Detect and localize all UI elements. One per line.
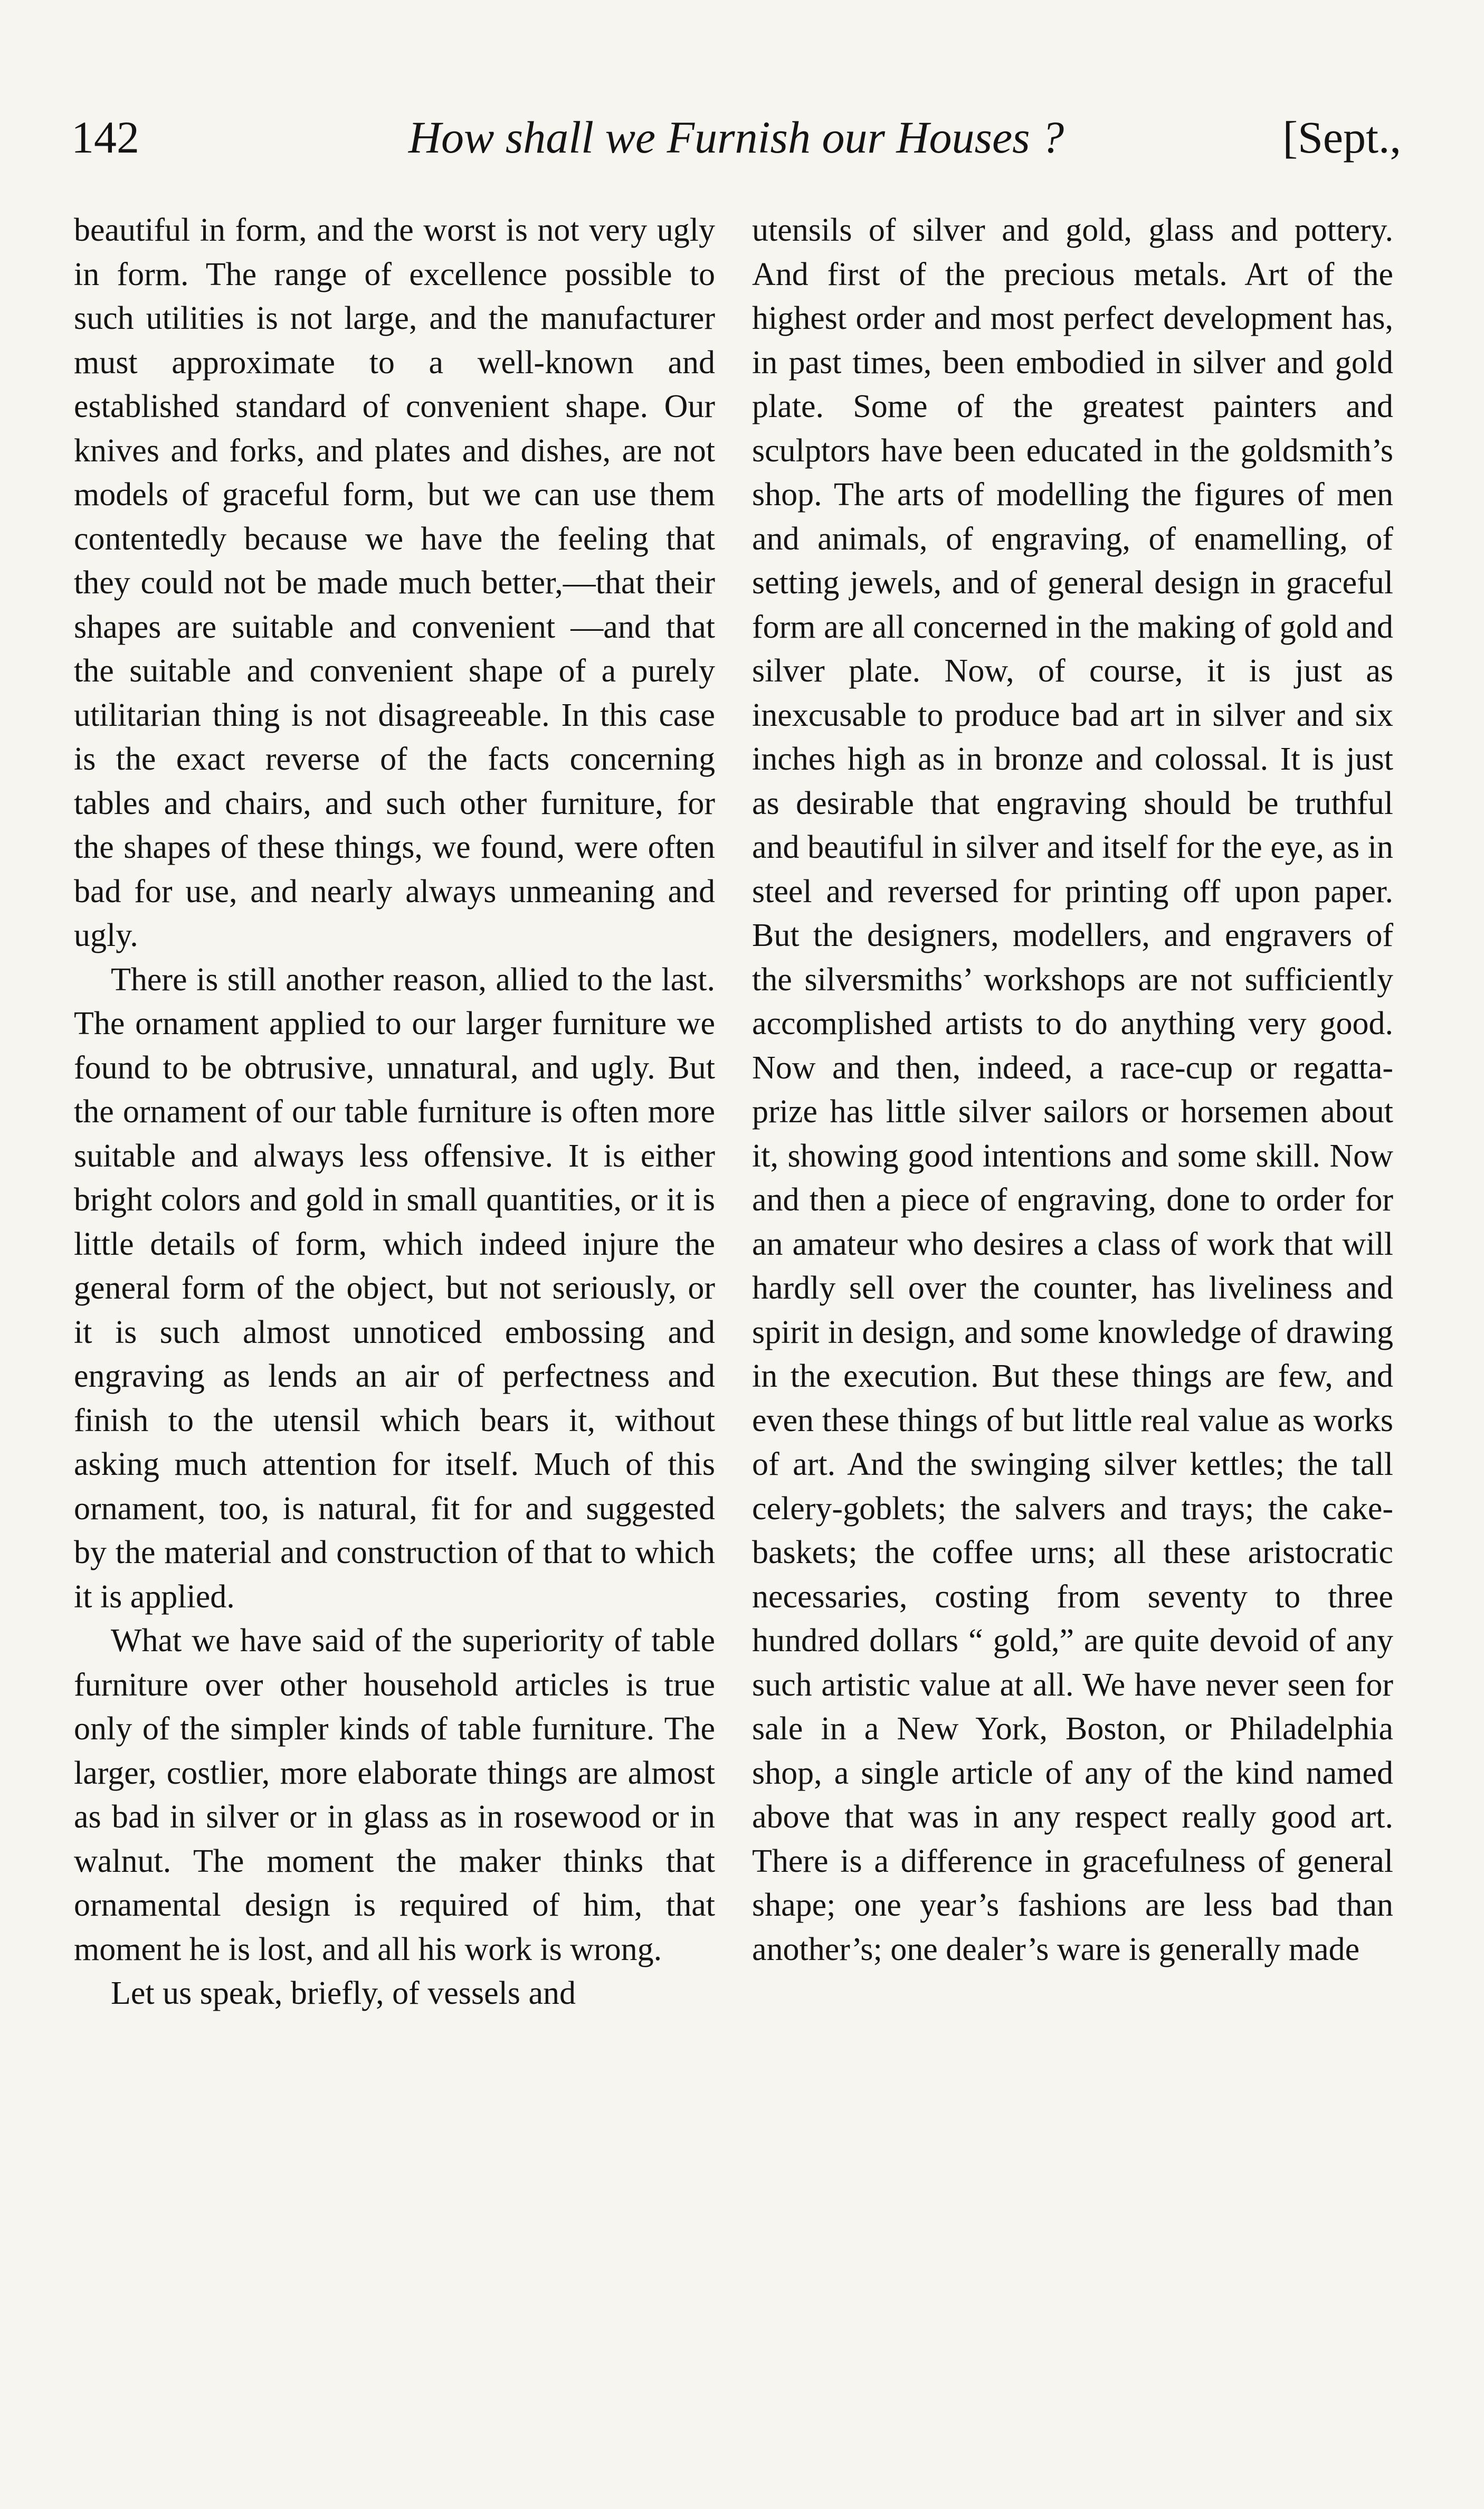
right-column bbox=[752, 209, 1393, 1972]
paragraph: utensils of silver and gold, glass and pottery. And first of the precious metals. Art of the highest order and most perfect development has, in past times, been embodied in silver and gold plate. Some of the greatest painters and sculptors have been educated in the goldsmith’s shop. The arts of modelling the figures of men and animals, of engraving, of enamelling, of setting jewels, and of general design in graceful form are all concerned in the making of gold and silver plate. Now, of course, it is just as inexcusable to produce bad art in silver and six inches high as in bronze and colossal. It is just as desirable that engraving should be truthful and beautiful in silver and itself for the eye, as in steel and reversed for printing off upon paper. But the designers, modellers, and engravers of the silversmiths’ workshops are not sufficiently accomplished artists to do anything very good. Now and then, indeed, a race-cup or regatta-prize has little silver sailors or horsemen about it, showing good intentions and some skill. Now and then a piece of engraving, done to order for an amateur who desires a class of work that will hardly sell over the counter, has liveliness and spirit in design, and some knowledge of drawing in the execution. But these things are few, and even these things of but little real value as works of art. And the swinging silver kettles; the tall celery-goblets; the salvers and trays; the cake-baskets; the coffee urns; all these aristocratic necessaries, costing from seventy to three hundred dollars “ gold,” are quite devoid of any such artistic value at all. We have never seen for sale in a New York, Boston, or Philadelphia shop, a single article of any of the kind named above that was in any respect really good art. There is a difference in gracefulness of general shape; one year’s fashions are less bad than another’s; one dealer’s ware is generally made bbox=[752, 212, 1393, 1967]
paragraph: beautiful in form, and the worst is not very ugly in form. The range of excellence possible to such utilities is not large, and the manufacturer must approximate to a well-known and established standard of convenient shape. Our knives and forks, and plates and dishes, are not models of graceful form, but we can use them contentedly because we have the feeling that they could not be made much better,—that their shapes are suitable and convenient —and that the suitable and convenient shape of a purely utilitarian thing is not disagreeable. In this case is the exact reverse of the facts concerning tables and chairs, and such other furniture, for the shapes of these things, we found, were often bad for use, and nearly always unmeaning and ugly. bbox=[74, 212, 715, 953]
paragraph: There is still another reason, allied to the last. The ornament applied to our larger furniture we found to be obtrusive, unnatural, and ugly. But the ornament of our table furniture is often more suitable and always less offensive. It is either bright colors and gold in small quantities, or it is little details of form, which indeed injure the general form of the object, but not seriously, or it is such almost unnoticed embossing and engraving as lends an air of perfectness and finish to the utensil which bears it, without asking much attention for itself. Much of this ornament, too, is natural, fit for and suggested by the material and construction of that to which it is applied. bbox=[74, 961, 715, 1615]
page-header bbox=[71, 106, 1401, 169]
left-column bbox=[74, 209, 715, 2016]
page-number: 142 bbox=[71, 112, 139, 163]
paragraph: Let us speak, briefly, of vessels and bbox=[111, 1975, 576, 2011]
paragraph: What we have said of the superiority of table furniture over other household articles is true only of the simpler kinds of table furniture. The larger, costlier, more elaborate things are almost as bad in silver or in glass as in rosewood or in walnut. The moment the maker thinks that ornamental design is required of him, that moment he is lost, and all his work is wrong. bbox=[74, 1623, 715, 1967]
running-title: How shall we Furnish our Houses ? bbox=[408, 112, 1064, 163]
issue-month: [Sept., bbox=[1282, 112, 1401, 163]
